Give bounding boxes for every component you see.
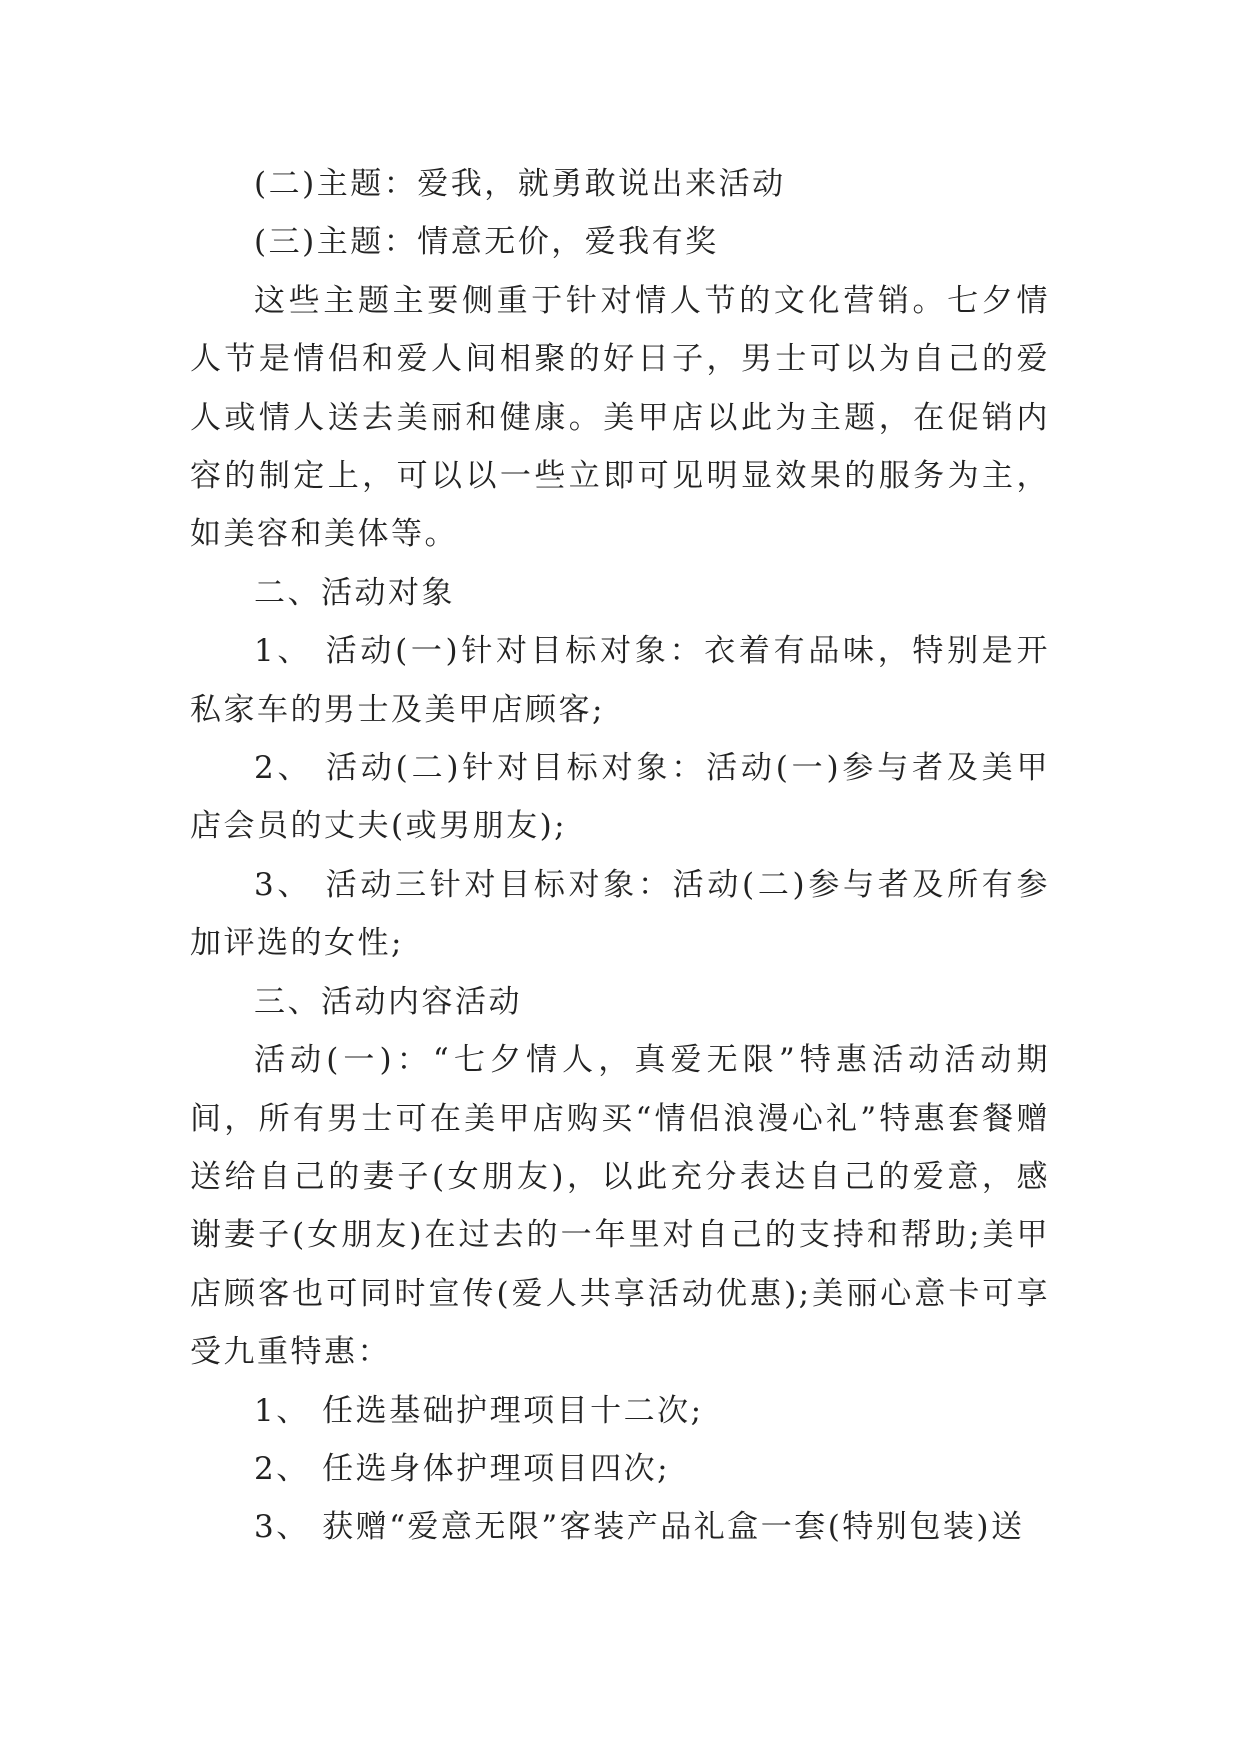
document-body	[190, 155, 1050, 1557]
section-heading-content: 三、活动内容活动	[254, 983, 522, 1020]
section-heading-targets: 二、活动对象	[254, 574, 455, 611]
target-item-3: 3、 活动三针对目标对象：活动(二)参与者及所有参加评选的女性;	[190, 866, 1050, 962]
target-item-1: 1、 活动(一)针对目标对象：衣着有品味，特别是开私家车的男士及美甲店顾客;	[190, 633, 1050, 728]
offer-item-2: 2、 任选身体护理项目四次;	[254, 1450, 671, 1487]
theme-description-paragraph: 这些主题主要侧重于针对情人节的文化营销。七夕情人节是情侣和爱人间相聚的好日子，男士可以为自己的爱人或情人送去美丽和健康。美甲店以此为主题，在促销内容的制定上，可以以一些立即可见明显效果的服务为主，如美容和美体等。	[190, 282, 1050, 553]
offer-item-3: 3、 获赠“爱意无限”客装产品礼盒一套(特别包装)送	[254, 1509, 1025, 1546]
activity-one-paragraph: 活动(一)：“七夕情人，真爱无限”特惠活动活动期间，所有男士可在美甲店购买“情侣浪漫心礼”特惠套餐赠送给自己的妻子(女朋友)，以此充分表达自己的爱意，感谢妻子(女朋友)在过去的一年里对自己的支持和帮助;美甲店顾客也可同时宣传(爱人共享活动优惠);美丽心意卡可享受九重特惠：	[190, 1042, 1050, 1371]
offer-item-1: 1、 任选基础护理项目十二次;	[254, 1392, 704, 1429]
target-item-2: 2、 活动(二)针对目标对象：活动(一)参与者及美甲店会员的丈夫(或男朋友);	[190, 750, 1050, 845]
theme-two-line: (二)主题：爱我，就勇敢说出来活动	[254, 166, 786, 202]
theme-three-line: (三)主题：情意无价，爱我有奖	[254, 224, 719, 261]
